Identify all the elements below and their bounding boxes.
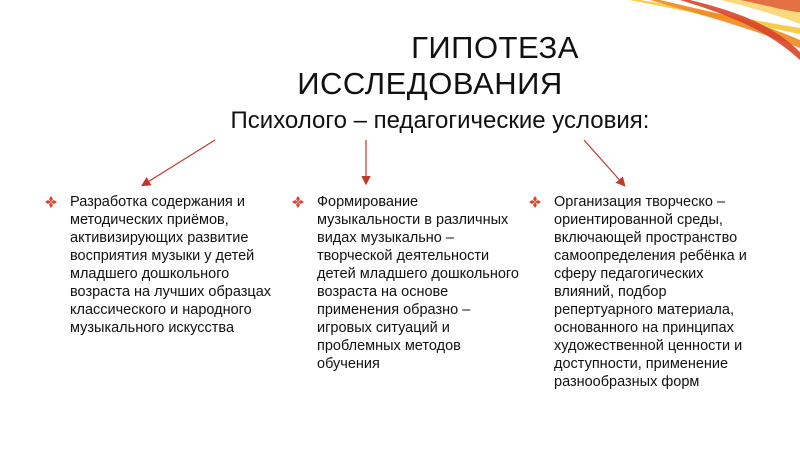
diamond-bullet-icon [291,195,305,209]
title-line-1: ГИПОТЕЗА [411,30,579,65]
condition-item-2 [291,193,521,373]
condition-text-1: Разработка содержания и методических приёмов, активизирующих развитие восприятия музыки у детей младшего дошкольного возраста на лучших образцах классического и народного музыкального искусства [70,194,272,336]
arrow-left [143,140,215,185]
condition-text-2: Формирование музыкальности в различных видах музыкально – творческой деятельности детей младшего дошкольного возраста на основе применения образно – игровых ситуаций и проблемных методов обучения [317,194,519,372]
title-line-2: ИССЛЕДОВАНИЯ [297,66,563,101]
diamond-bullet-icon [528,195,542,209]
condition-item-3 [528,193,763,391]
slide-title [0,30,800,102]
condition-text-3: Организация творческо – ориентированной среды, включающей пространство самоопределения ребёнка и сферу педагогических влияний, подбор репертуарного материала, основанного на принципах художественной ценности и доступности, применение разнообразных форм [554,194,747,390]
slide-subtitle: Психолого – педагогические условия: [230,107,650,134]
diamond-bullet-icon [44,195,58,209]
condition-item-1 [44,193,274,337]
arrow-right [584,140,624,185]
